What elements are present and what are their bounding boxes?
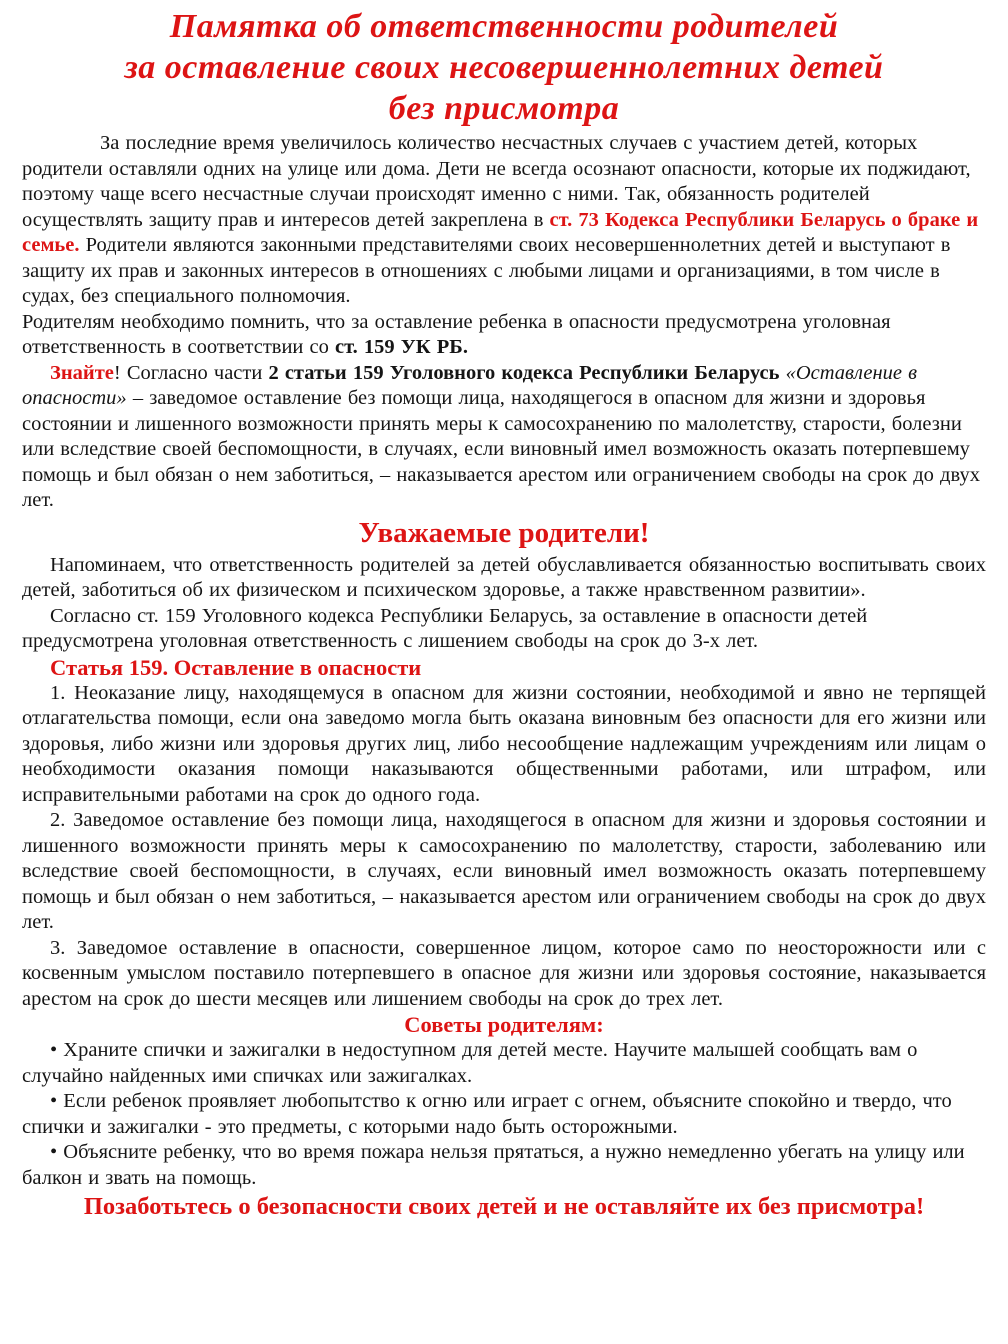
article-part-1 (22, 681, 986, 809)
document-title-line-3: без присмотра (388, 90, 620, 127)
advice-item-1-segment: • Храните спички и зажигалки в недоступном для детей месте. Научите малышей сообщать вам о случайно найденных ими спичках или зажигалках. (22, 1039, 918, 1087)
advice-item-2 (22, 1089, 986, 1140)
intro-paragraph-segment: ст. 73 Кодекса Республики Беларусь о браке и семье. (22, 208, 979, 256)
dear-parents-heading: Уважаемые родители! (358, 516, 650, 549)
document-title-line-1: Памятка об ответственности родителей (169, 8, 839, 45)
know-paragraph-segment: ! Согласно части (113, 361, 269, 384)
document-body (22, 131, 986, 1220)
intro-paragraph-segment: За последние время увеличилось количество несчастных случаев с участием детей, которых родители оставляли одних на улице или дома. Дети не всегда осознают опасности, которые их поджидают, поэтому чаще всего несчастные случаи происходят именно с ними. Так, обязанность родителей осуществлять защиту прав и интересов детей закреплена в (22, 132, 971, 231)
advice-item-3-segment: • Объясните ребенку, что во время пожара нельзя прятаться, а нужно немедленно убегать на улицу или балкон и звать на помощь. (22, 1141, 965, 1189)
advice-item-2-segment: • Если ребенок проявляет любопытство к огню или играет с огнем, объясните спокойно и твердо, что спички и зажигалки - это предметы, с которыми надо быть осторожными. (22, 1090, 952, 1138)
document-title-line-2: за оставление своих несовершеннолетних детей (124, 49, 884, 86)
advice-heading: Советы родителям: (404, 1012, 604, 1037)
article-summary-paragraph-segment: Согласно ст. 159 Уголовного кодекса Республики Беларусь, за оставление в опасности детей предусмотрена уголовная ответственность с лишением свободы на срок до 3-х лет. (22, 604, 868, 652)
know-paragraph-segment: – заведомое оставление без помощи лица, находящегося в опасном для жизни и здоровья состоянии и лишенного возможности принять меры к самосохранению по малолетству, старости, болезни или вследствие своей беспомощности, в случаях, если виновный имел возможность оказать потерпевшему помощь и был обязан о нем заботиться, – наказывается арестом или ограничением свободы на срок до двух лет. (22, 387, 980, 511)
advice-item-3 (22, 1140, 986, 1191)
article-part-1-segment: 1. Неоказание лицу, находящемуся в опасном для жизни состоянии, необходимой и явно не терпящей отлагательства помощи, если она заведомо могла быть оказана виновным без опасности для его жизни или здоровья, либо жизни или здоровья других лиц, либо несообщение надлежащим учреждениям или лицам о необходимости оказания помощи наказываются общественными работами, или штрафом, или исправительными работами на срок до одного года. (22, 681, 986, 806)
reminder-paragraph-segment: Родителям необходимо помнить, что за оставление ребенка в опасности предусмотрена уголовная ответственность в соответствии со (22, 310, 891, 358)
article-part-2-segment: 2. Заведомое оставление без помощи лица, находящегося в опасном для жизни и здоровья состоянии и лишенного возможности принять меры к самосохранению по малолетству, старости, заболеванию или вследствие своей беспомощности, в случаях, если виновный имел возможность оказать потерпевшему помощь и был обязан о нем заботиться, – наказывается арестом или ограничением свободы на срок до двух лет. (22, 809, 986, 933)
advice-item-1 (22, 1038, 986, 1089)
article-159-heading: Статья 159. Оставление в опасности (50, 654, 422, 680)
reminder-paragraph-segment: ст. 159 УК РБ. (335, 336, 468, 358)
know-paragraph-segment: 2 статьи 159 Уголовного кодекса Республики Беларусь (268, 361, 780, 384)
know-paragraph (22, 361, 986, 514)
know-paragraph-segment: «Оставление в опасности» (22, 361, 918, 409)
article-part-2 (22, 808, 986, 936)
article-part-3 (22, 936, 986, 1013)
know-paragraph-segment: Знайте (50, 361, 114, 384)
document-title (22, 6, 986, 129)
article-summary-paragraph (22, 604, 986, 655)
intro-paragraph (22, 131, 986, 310)
reminder-paragraph (22, 310, 986, 361)
intro-paragraph-segment: Родители являются законными представителями своих несовершеннолетних детей и выступают в защиту их прав и законных интересов в отношениях с любыми лицами и организациями, в том числе в судах, без специального полномочия. (22, 234, 951, 307)
responsibility-paragraph-segment: Напоминаем, что ответственность родителей за детей обуславливается обязанностью воспитывать своих детей, заботиться об их физическом и психическом здоровье, а также нравственном развитии». (22, 553, 986, 601)
article-part-3-segment: 3. Заведомое оставление в опасности, совершенное лицом, которое само по неосторожности или с косвенным умыслом поставило потерпевшего в опасное для жизни или здоровья состояние, наказывается арестом на срок до шести месяцев или лишением свободы на срок до трех лет. (22, 936, 986, 1010)
responsibility-paragraph (22, 553, 986, 604)
closing-slogan: Позаботьтесь о безопасности своих детей и не оставляйте их без присмотра! (83, 1193, 925, 1220)
